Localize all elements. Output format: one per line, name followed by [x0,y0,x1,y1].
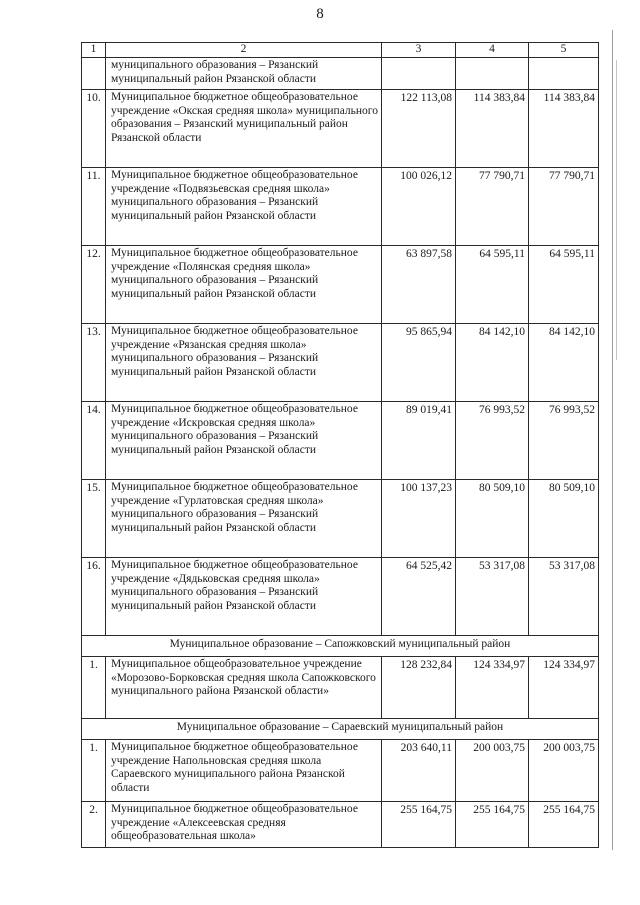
value-col3: 122 113,08 [382,90,456,168]
value-col3: 203 640,11 [382,740,456,802]
table-row [82,324,599,402]
value-col3: 100 137,23 [382,480,456,558]
value-col5: 77 790,71 [529,168,599,246]
section-title: Муниципальное образование – Сапожковский муниципальный район [82,636,599,657]
table-row [82,402,599,480]
table-row [82,802,599,848]
value-col3: 95 865,94 [382,324,456,402]
scan-artifact-line [612,30,613,850]
row-number: 15. [82,480,106,558]
row-number: 2. [82,802,106,848]
value-col5: 64 595,11 [529,246,599,324]
value-col3: 255 164,75 [382,802,456,848]
column-header: 1 [82,43,106,58]
column-header: 5 [529,43,599,58]
scan-artifact-line [616,60,617,360]
institution-name: Муниципальное бюджетное общеобразовательное учреждение «Искровская средняя школа» муниципального образования – Рязанский муниципальный район Рязанской области [106,402,382,480]
table-row [82,58,599,90]
institution-name: Муниципальное общеобразовательное учреждение «Морозово-Борковская средняя школа Сапожковского муниципального района Рязанской области» [106,657,382,719]
row-number: 1. [82,740,106,802]
table-row [82,740,599,802]
value-col3: 89 019,41 [382,402,456,480]
institution-name: Муниципальное бюджетное общеобразовательное учреждение «Полянская средняя школа» муниципального образования – Рязанский муниципальный район Рязанской области [106,246,382,324]
row-number: 1. [82,657,106,719]
table-row [82,246,599,324]
value-col5: 200 003,75 [529,740,599,802]
row-number: 11. [82,168,106,246]
institution-name: Муниципальное бюджетное общеобразовательное учреждение «Гурлатовская средняя школа» муниципального образования – Рязанский муниципальный район Рязанской области [106,480,382,558]
budget-table [81,42,599,848]
row-number: 12. [82,246,106,324]
value-col4: 84 142,10 [456,324,529,402]
value-col5: 84 142,10 [529,324,599,402]
institution-name: муниципального образования – Рязанский муниципальный район Рязанской области [106,58,382,90]
section-title: Муниципальное образование – Сараевский муниципальный район [82,719,599,740]
value-col5: 80 509,10 [529,480,599,558]
value-col4: 53 317,08 [456,558,529,636]
value-col3: 128 232,84 [382,657,456,719]
value-col4: 124 334,97 [456,657,529,719]
value-col4: 255 164,75 [456,802,529,848]
institution-name: Муниципальное бюджетное общеобразовательное учреждение Напольновская средняя школа Сараевского муниципального района Рязанской области [106,740,382,802]
institution-name: Муниципальное бюджетное общеобразовательное учреждение «Алексеевская средняя общеобразовательная школа» [106,802,382,848]
table-row [82,558,599,636]
table-header-row [82,43,599,58]
table-row [82,168,599,246]
value-col3: 64 525,42 [382,558,456,636]
column-header: 4 [456,43,529,58]
row-number: 10. [82,90,106,168]
institution-name: Муниципальное бюджетное общеобразовательное учреждение «Окская средняя школа» муниципального образования – Рязанский муниципальный район Рязанской области [106,90,382,168]
value-col4: 76 993,52 [456,402,529,480]
value-col4: 114 383,84 [456,90,529,168]
row-number: 13. [82,324,106,402]
value-col4: 200 003,75 [456,740,529,802]
row-number: 14. [82,402,106,480]
value-col4: 77 790,71 [456,168,529,246]
value-col5: 114 383,84 [529,90,599,168]
institution-name: Муниципальное бюджетное общеобразовательное учреждение «Подвязьевская средняя школа» муниципального образования – Рязанский муниципальный район Рязанской области [106,168,382,246]
column-header: 3 [382,43,456,58]
value-col3: 63 897,58 [382,246,456,324]
value-col4: 64 595,11 [456,246,529,324]
value-col4: 80 509,10 [456,480,529,558]
value-col5: 255 164,75 [529,802,599,848]
table-row [82,90,599,168]
institution-name: Муниципальное бюджетное общеобразовательное учреждение «Рязанская средняя школа» муниципального образования – Рязанский муниципальный район Рязанской области [106,324,382,402]
value-col3: 100 026,12 [382,168,456,246]
row-number: 16. [82,558,106,636]
page-number: 8 [316,6,324,22]
table-row [82,657,599,719]
value-col5: 124 334,97 [529,657,599,719]
table-row [82,480,599,558]
value-col5: 53 317,08 [529,558,599,636]
section-row [82,636,599,657]
value-col5: 76 993,52 [529,402,599,480]
column-header: 2 [106,43,382,58]
section-row [82,719,599,740]
institution-name: Муниципальное бюджетное общеобразовательное учреждение «Дядьковская средняя школа» муниципального образования – Рязанский муниципальный район Рязанской области [106,558,382,636]
